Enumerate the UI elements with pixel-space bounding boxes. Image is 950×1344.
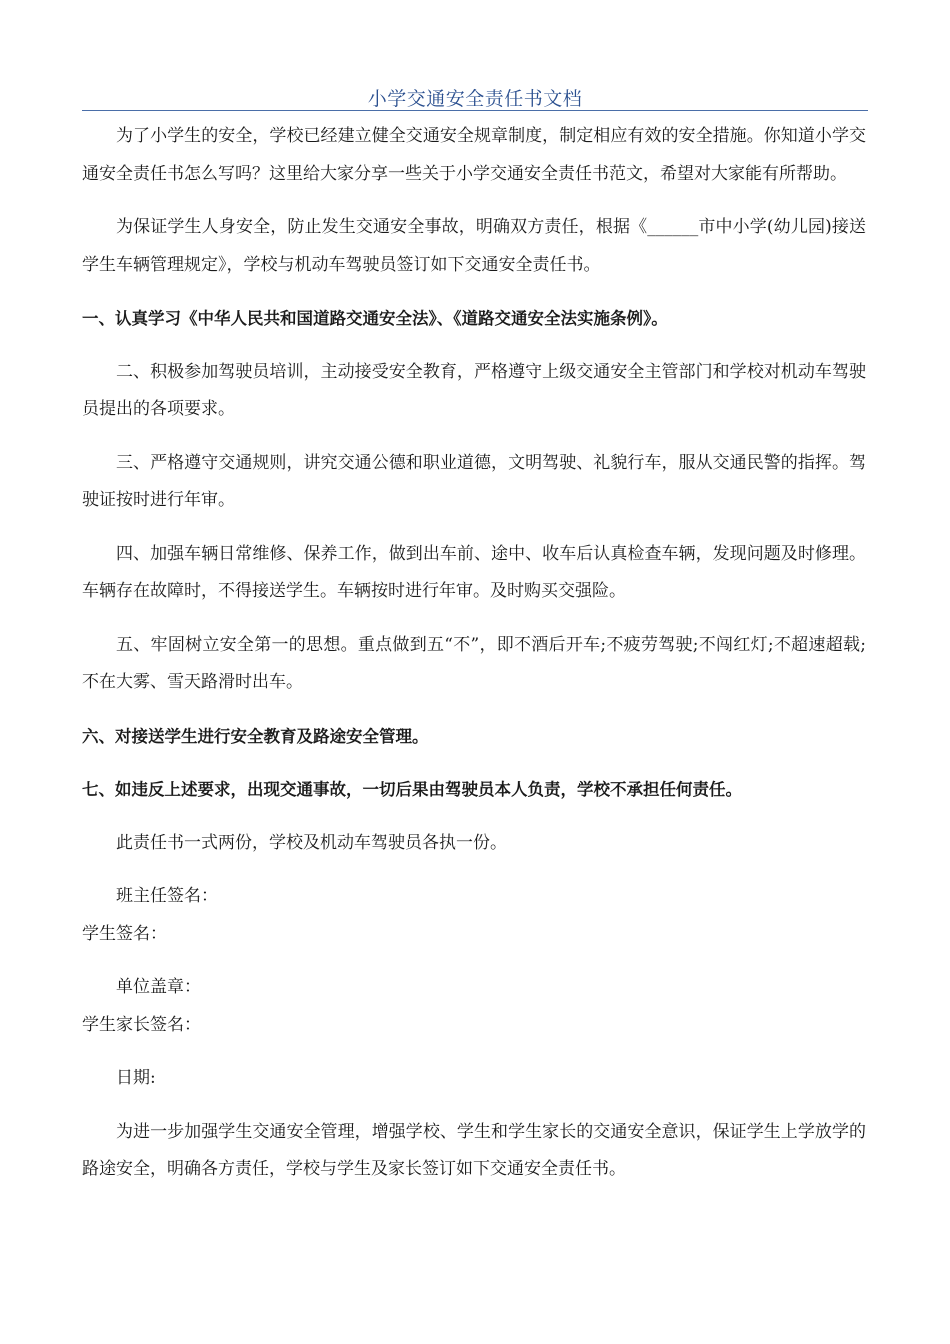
clause-4: 四、加强车辆日常维修、保养工作，做到出车前、途中、收车后认真检查车辆，发现问题及时修理。车辆存在故障时，不得接送学生。车辆按时进行年审。及时购买交强险。 (82, 543, 866, 601)
preamble-paragraph: 为保证学生人身安全，防止发生交通安全事故，明确双方责任，根据《______市中小学(幼儿园)接送学生车辆管理规定》，学校与机动车驾驶员签订如下交通安全责任书。 (82, 217, 866, 275)
signature-teacher: 班主任签名： (116, 886, 218, 906)
signature-student: 学生签名： (82, 923, 167, 944)
page-header (82, 80, 868, 111)
document-body (82, 118, 866, 1189)
clause-1: 一、认真学习《中华人民共和国道路交通安全法》、《道路交通安全法实施条例》。 (82, 309, 668, 328)
date-line: 日期: (116, 1068, 156, 1088)
clause-2: 二、积极参加驾驶员培训，主动接受安全教育，严格遵守上级交通安全主管部门和学校对机动车驾驶员提出的各项要求。 (82, 361, 866, 419)
clause-3: 三、严格遵守交通规则，讲究交通公德和职业道德，文明驾驶、礼貌行车，服从交通民警的指挥。驾驶证按时进行年审。 (82, 452, 866, 510)
clause-6: 六、对接送学生进行安全教育及路途安全管理。 (82, 726, 429, 746)
signature-parent: 学生家长签名： (82, 1014, 201, 1035)
clause-7: 七、如违反上述要求，出现交通事故，一切后果由驾驶员本人负责，学校不承担任何责任。 (82, 780, 742, 799)
clause-5: 五、牢固树立安全第一的思想。重点做到五“不”，即不酒后开车;不疲劳驾驶;不闯红灯;不超速超载;不在大雾、雪天路滑时出车。 (82, 634, 866, 692)
second-preamble-paragraph: 为进一步加强学生交通安全管理，增强学校、学生和学生家长的交通安全意识，保证学生上学放学的路途安全，明确各方责任，学校与学生及家长签订如下交通安全责任书。 (82, 1121, 866, 1179)
unit-seal: 单位盖章： (116, 977, 201, 997)
copies-note: 此责任书一式两份，学校及机动车驾驶员各执一份。 (116, 832, 507, 853)
intro-paragraph: 为了小学生的安全，学校已经建立健全交通安全规章制度，制定相应有效的安全措施。你知道小学交通安全责任书怎么写吗？这里给大家分享一些关于小学交通安全责任书范文，希望对大家能有所帮助。 (82, 126, 866, 184)
document-title: 小学交通安全责任书文档 (367, 88, 583, 110)
